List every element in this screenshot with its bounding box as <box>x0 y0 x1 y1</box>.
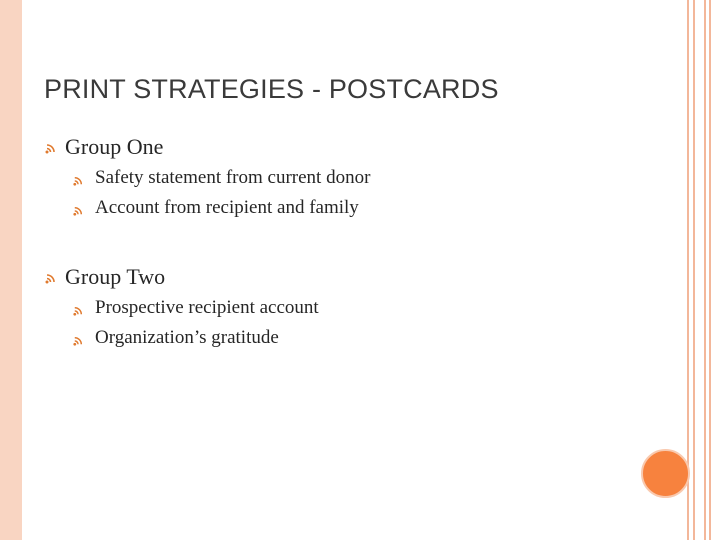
wifi-bullet-icon <box>44 265 58 291</box>
group-heading: Group Two <box>65 264 166 289</box>
wifi-bullet-icon <box>44 135 58 161</box>
wifi-bullet-icon <box>72 171 85 193</box>
list-item-text: Safety statement from current donor <box>95 167 371 188</box>
slide-title: PRINT STRATEGIES - POSTCARDS <box>44 74 499 104</box>
wifi-bullet-icon <box>72 301 85 323</box>
wifi-bullet-icon <box>72 201 85 223</box>
wifi-bullet-icon <box>72 331 85 353</box>
group-heading: Group One <box>65 134 164 159</box>
list-item-text: Prospective recipient account <box>95 297 319 318</box>
list-item-text: Organization’s gratitude <box>95 327 279 348</box>
list-item-text: Account from recipient and family <box>95 197 359 218</box>
decorative-circle <box>641 449 690 498</box>
